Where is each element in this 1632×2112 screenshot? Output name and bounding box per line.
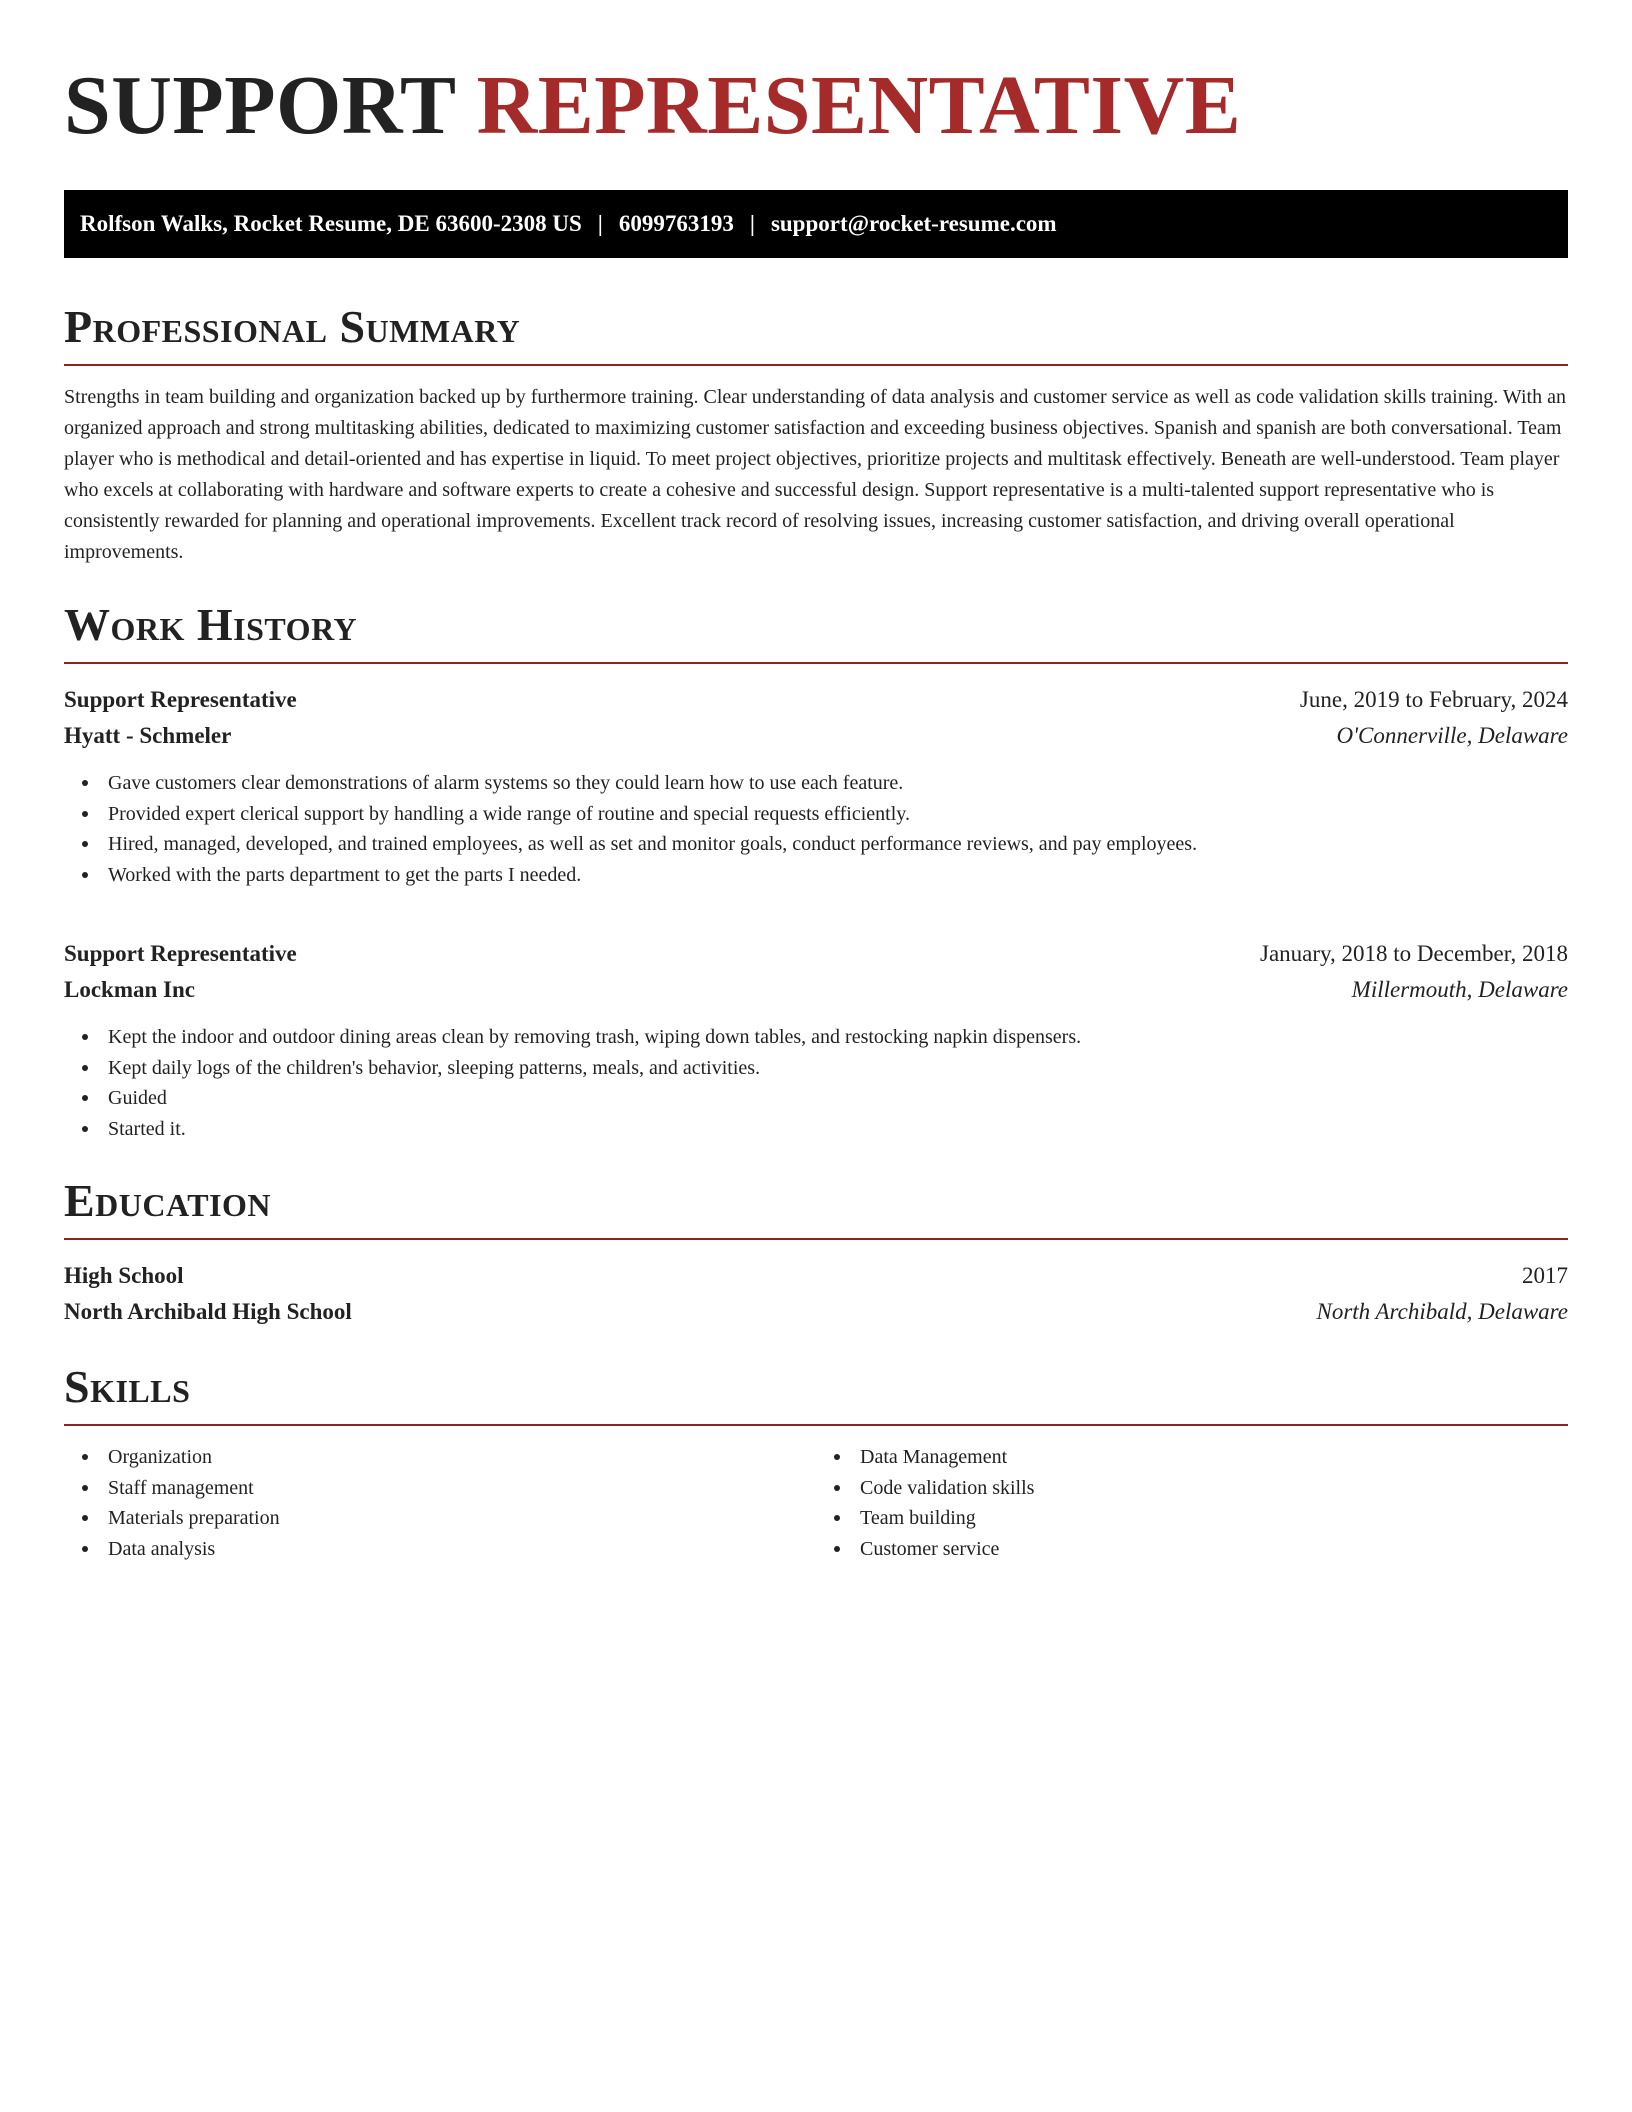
skill-item: Team building xyxy=(816,1503,1568,1534)
title-first-word: SUPPORT xyxy=(64,59,456,152)
work-history-heading: Work History xyxy=(64,599,358,650)
list-item: Gave customers clear demonstrations of alarm systems so they could learn how to use each feature. xyxy=(64,768,1568,799)
job-dates: June, 2019 to February, 2024 xyxy=(1299,687,1568,712)
list-item: Kept daily logs of the children's behavior, sleeping patterns, meals, and activities. xyxy=(64,1053,1568,1084)
job-entry xyxy=(64,682,1568,890)
education-section xyxy=(64,1175,1568,1330)
skill-item: Materials preparation xyxy=(64,1503,816,1534)
job-title-row xyxy=(64,682,1568,718)
skill-item: Organization xyxy=(64,1442,816,1473)
section-divider xyxy=(64,1238,1568,1240)
job-location: Millermouth, Delaware xyxy=(1351,977,1568,1002)
contact-separator: | xyxy=(597,211,603,236)
list-item: Worked with the parts department to get the parts I needed. xyxy=(64,860,1568,891)
skills-list xyxy=(816,1442,1568,1564)
skill-item: Customer service xyxy=(816,1534,1568,1565)
list-item: Kept the indoor and outdoor dining areas clean by removing trash, wiping down tables, and restocking napkin dispensers. xyxy=(64,1022,1568,1053)
education-school-row xyxy=(64,1294,1568,1330)
skills-list xyxy=(64,1442,816,1564)
list-item: Hired, managed, developed, and trained employees, as well as set and monitor goals, conduct performance reviews, and pay employees. xyxy=(64,829,1568,860)
job-company: Lockman Inc xyxy=(64,977,195,1002)
skill-item: Data analysis xyxy=(64,1534,816,1565)
education-degree-row xyxy=(64,1258,1568,1294)
education-location: North Archibald, Delaware xyxy=(1316,1299,1568,1324)
skill-item: Code validation skills xyxy=(816,1473,1568,1504)
skills-grid xyxy=(64,1442,1568,1564)
list-item: Guided xyxy=(64,1083,1568,1114)
skills-heading: Skills xyxy=(64,1361,191,1412)
job-entry xyxy=(64,936,1568,1144)
job-company-row xyxy=(64,718,1568,754)
resume-title xyxy=(64,59,1568,152)
summary-heading: Professional Summary xyxy=(64,301,521,352)
skills-section xyxy=(64,1361,1568,1564)
section-divider xyxy=(64,662,1568,664)
job-company-row xyxy=(64,972,1568,1008)
education-entry xyxy=(64,1258,1568,1330)
summary-section xyxy=(64,301,1568,568)
section-divider xyxy=(64,1424,1568,1426)
job-title: Support Representative xyxy=(64,687,297,712)
job-dates: January, 2018 to December, 2018 xyxy=(1260,941,1568,966)
contact-separator: | xyxy=(749,211,755,236)
education-school: North Archibald High School xyxy=(64,1299,352,1324)
list-item: Provided expert clerical support by handling a wide range of routine and special requests efficiently. xyxy=(64,799,1568,830)
education-degree: High School xyxy=(64,1263,184,1288)
job-location: O'Connerville, Delaware xyxy=(1336,723,1568,748)
job-title: Support Representative xyxy=(64,941,297,966)
skills-column-right xyxy=(816,1442,1568,1564)
section-divider xyxy=(64,364,1568,366)
job-title-row xyxy=(64,936,1568,972)
education-heading: Education xyxy=(64,1175,272,1226)
job-bullets xyxy=(64,1022,1568,1144)
skill-item: Data Management xyxy=(816,1442,1568,1473)
work-history-section xyxy=(64,599,1568,1144)
contact-bar xyxy=(64,190,1568,258)
contact-email: support@rocket-resume.com xyxy=(770,211,1057,236)
job-company: Hyatt - Schmeler xyxy=(64,723,232,748)
contact-phone: 6099763193 xyxy=(618,211,734,236)
job-bullets xyxy=(64,768,1568,890)
title-second-word: REPRESENTATIVE xyxy=(476,59,1242,152)
education-year: 2017 xyxy=(1522,1263,1568,1288)
list-item: Started it. xyxy=(64,1114,1568,1145)
skill-item: Staff management xyxy=(64,1473,816,1504)
skills-column-left xyxy=(64,1442,816,1564)
contact-address: Rolfson Walks, Rocket Resume, DE 63600-2308 US xyxy=(80,211,582,236)
summary-text: Strengths in team building and organization backed up by furthermore training. Clear understanding of data analysis and customer service as well as code validation skills training. With an organized approach and strong multitasking abilities, dedicated to maximizing customer satisfaction and exceeding business objectives. Spanish and spanish are both conversational. Team player who is methodical and detail-oriented and has expertise in liquid. To meet project objectives, prioritize projects and multitask effectively. Beneath are well-understood. Team player who excels at collaborating with hardware and software experts to create a cohesive and successful design. Support representative is a multi-talented support representative who is consistently rewarded for planning and operational improvements. Excellent track record of resolving issues, increasing customer satisfaction, and driving overall operational improvements. xyxy=(64,386,1566,563)
